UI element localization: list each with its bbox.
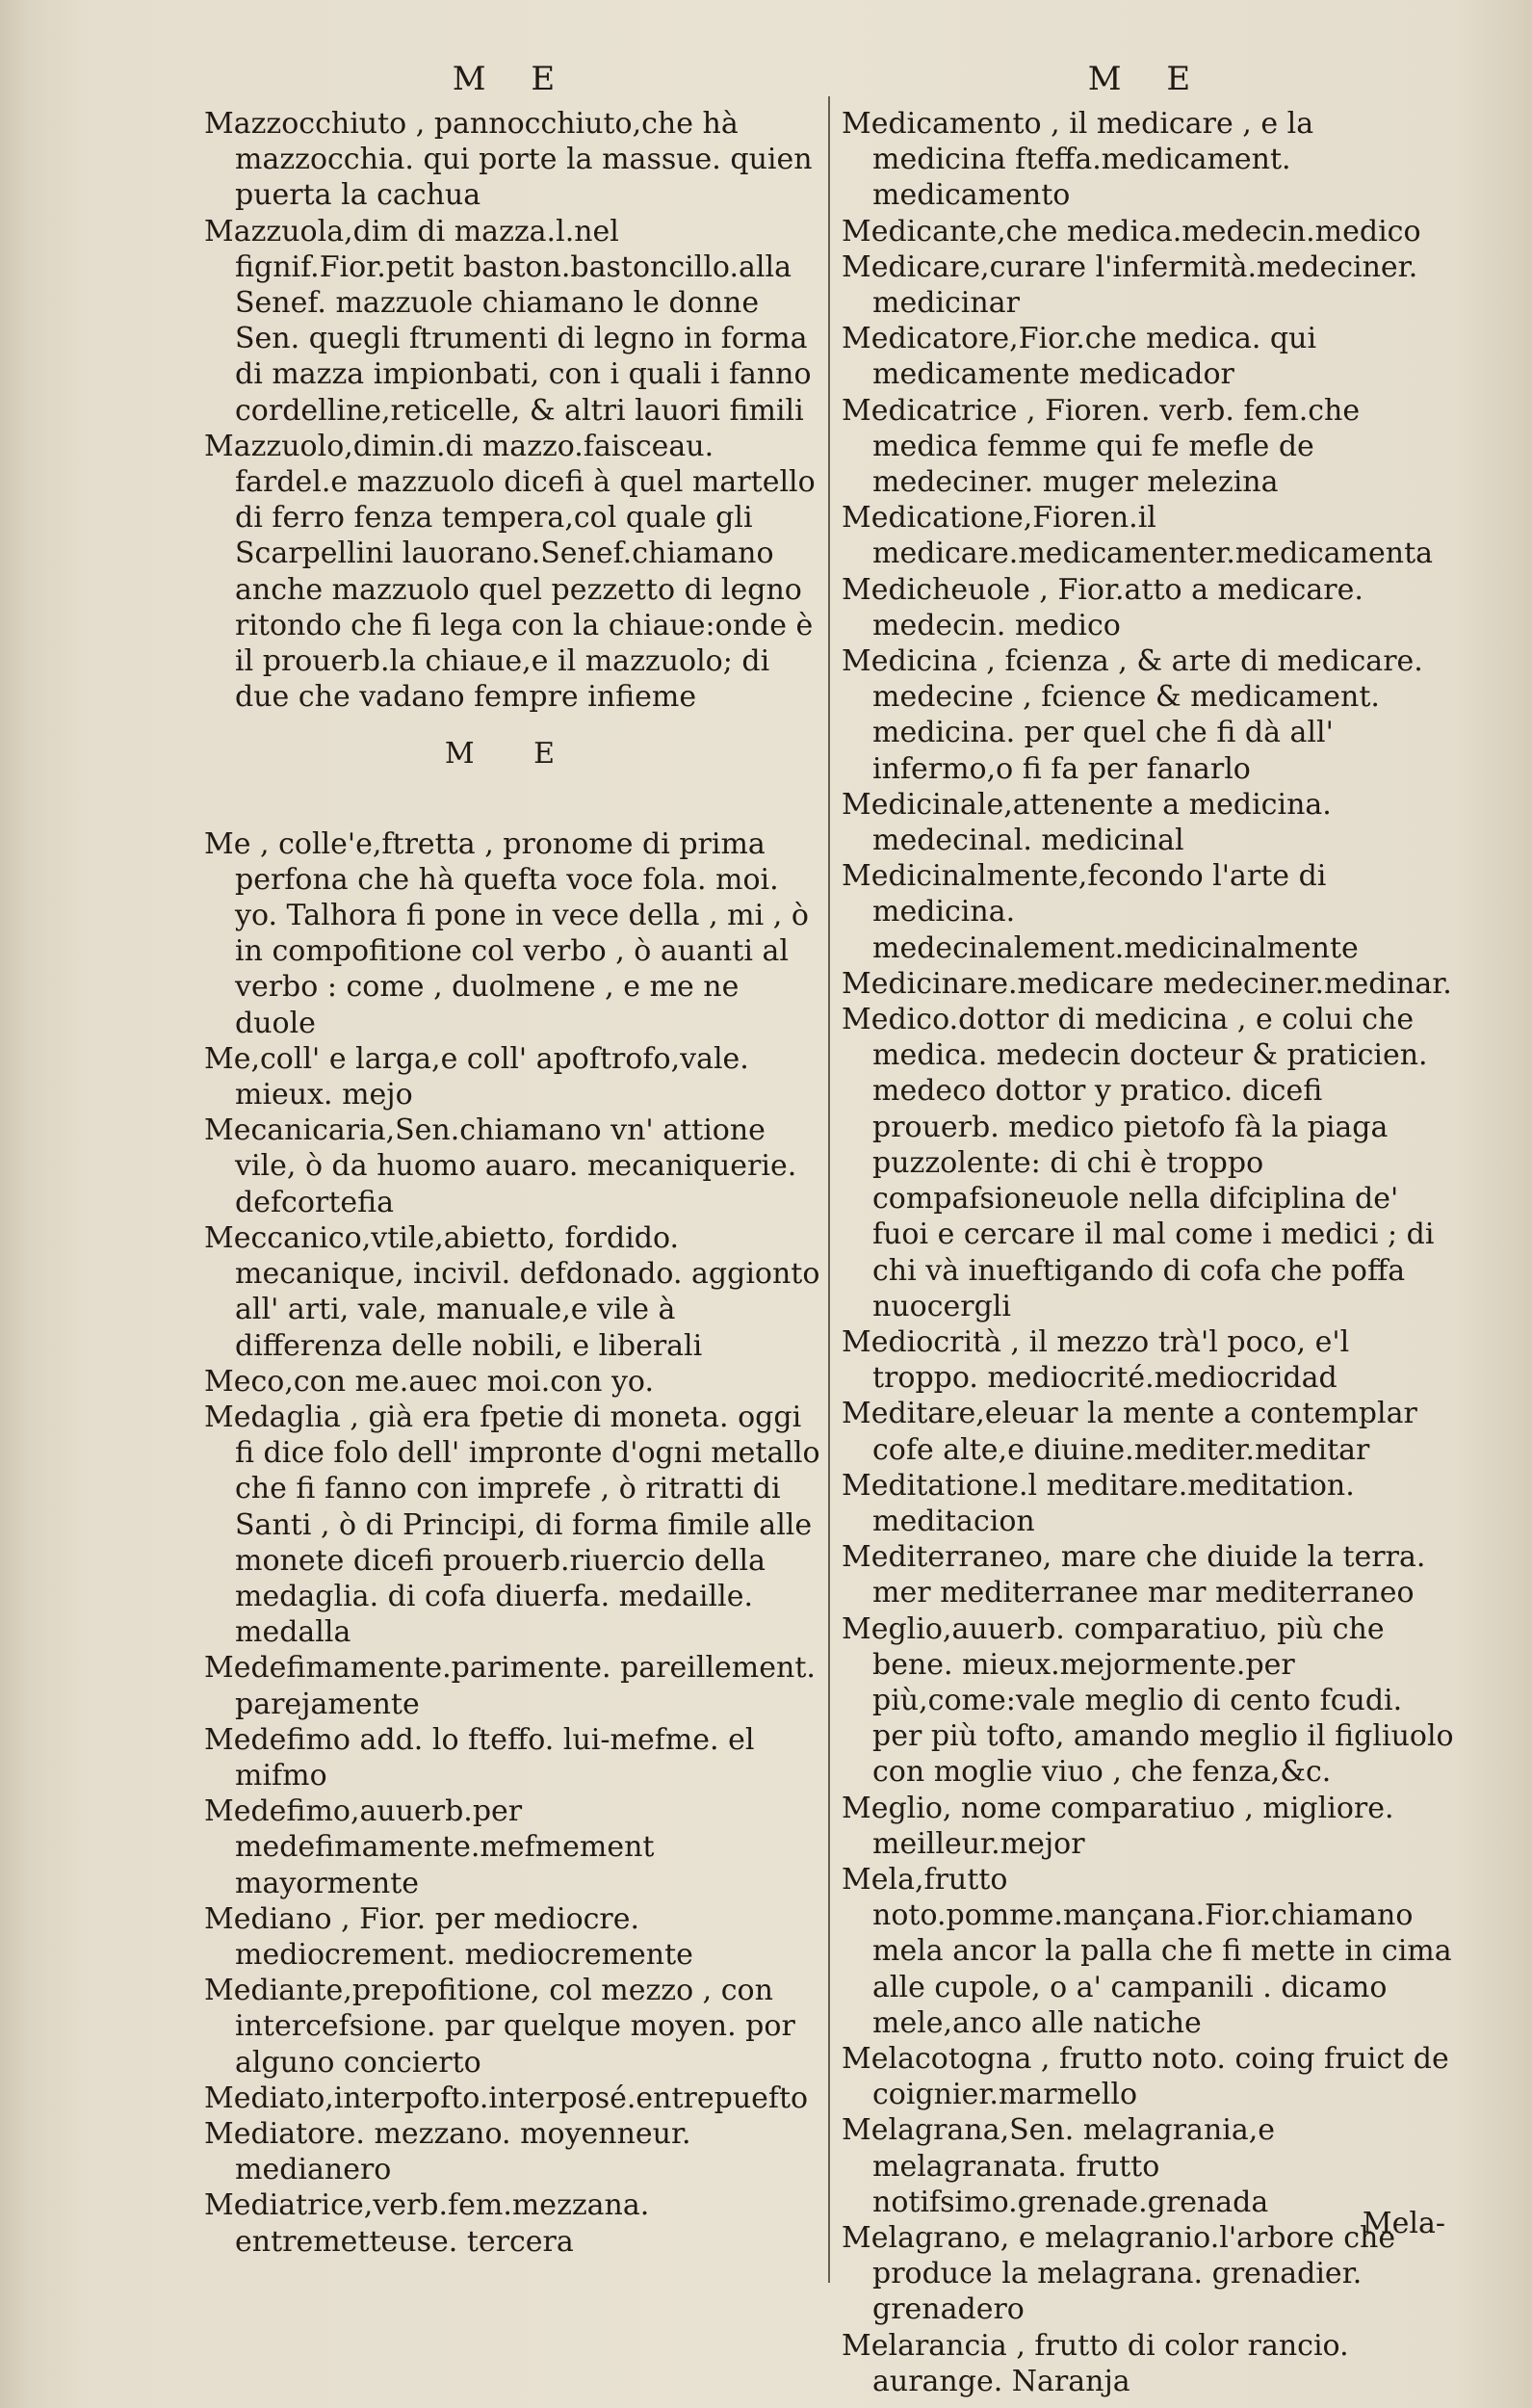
dictionary-entry: Mela,frutto noto.pomme.mançana.Fior.chiamano mela ancor la palla che fi mette in cima alle cupole, o a' campanili . dicamo mele,anco alle natiche [842,1862,1452,2040]
dictionary-entry: Meco,con me.auec moi.con yo. [204,1364,655,1399]
dictionary-entry: Mediante,prepofitione, col mezzo , con intercefsione. par quelque moyen. por alguno concierto [204,1974,795,2080]
dictionary-entry: Melagrana,Sen. melagrania,e melagranata. frutto notifsimo.grenade.grenada [842,2113,1276,2219]
dictionary-entry: Medicare,curare l'infermità.medeciner. medicinar [842,249,1418,321]
dictionary-entry: Medicatore,Fior.che medica. qui medicamente medicador [842,322,1317,392]
dictionary-entry: Mazzocchiuto , pannocchiuto,che hà mazzocchia. qui porte la massue. quien puerta la cachua [204,107,813,213]
right-running-head: M E [1087,60,1208,98]
dictionary-entry: Meglio, nome comparatiuo , migliore. meilleur.mejor [842,1791,1394,1861]
dictionary-entry: Meditatione.l meditare.meditation. meditacion [842,1468,1355,1538]
dictionary-entry: Mediano , Fior. per mediocre. mediocrement. mediocremente [204,1901,693,1972]
dictionary-entry: Mazzuolo,dimin.di mazzo.faisceau. fardel.e mazzuolo dicefi à quel martello di ferro fenza tempera,col quale gli Scarpellini lauorano.Senef.chiamano anche mazzuolo quel pezzetto di legno ritondo che fi lega con la chiaue:onde è il prouerb.la chiaue,e il mazzuolo; di due che vadano fempre infieme [204,429,816,715]
dictionary-entry: Medicinale,attenente a medicina. medecinal. medicinal [842,787,1332,858]
dictionary-entry: Medicinare.medicare medeciner.medinar. [842,966,1452,1001]
catchword: Mela- [1362,2207,1445,2240]
dictionary-entry: Medefimamente.parimente. pareillement. parejamente [204,1651,816,1721]
dictionary-entry: Mecanicaria,Sen.chiamano vn' attione vile, ò da huomo auaro. mecaniquerie. defcortefia [204,1113,797,1219]
dictionary-entry: Medicina , fcienza , & arte di medicare. medecine , fcience & medicament. medicina. per quel che fi dà all' infermo,o fi fa per fanarlo [842,644,1423,786]
dictionary-entry: Medicatione,Fioren.il medicare.medicamenter.medicamenta [842,501,1434,571]
dictionary-entry: Medefimo add. lo fteffo. lui-mefme. el mifmo [204,1722,755,1793]
dictionary-entry: Melagrano, e melagranio.l'arbore che produce la melagrana. grenadier. grenadero [842,2220,1396,2327]
dictionary-entry: Medefimo,auuerb.per medefimamente.mefmement mayormente [204,1794,655,1900]
dictionary-entry: Medicamento , il medicare , e la medicina fteffa.medicament. medicamento [842,107,1314,213]
dictionary-entry: Medaglia , già era fpetie di moneta. oggi fi dice folo dell' impronte d'ogni metallo che fi fanno con imprefe , ò ritratti di Santi , ò di Principi, di forma fimile alle monete dicefi prouerb.riuercio della medaglia. di cofa diuerfa. medaille. medalla [204,1400,820,1650]
dictionary-entry: Mediatrice,verb.fem.mezzana. entremetteuse. tercera [204,2188,650,2259]
dictionary-entry: Meccanico,vtile,abietto, fordido. mecanique, incivil. defdonado. aggionto all' arti, vale, manuale,e vile à differenza delle nobili, e liberali [204,1220,820,1363]
dictionary-entry: Medicante,che medica.medecin.medico [842,214,1421,249]
dictionary-entry: Melarancia , frutto di color rancio. aurange. Naranja [842,2328,1349,2398]
dictionary-entry: Meglio,auuerb. comparatiuo, più che bene. mieux.mejormente.per più,come:vale meglio di cento fcudi. per più tofto, amando meglio il figliuolo con moglie viuo , che fenza,&c. [842,1611,1454,1790]
section-heading: M E [444,737,581,772]
dictionary-entry: Medicheuole , Fior.atto a medicare. medecin. medico [842,572,1363,642]
dictionary-entry: Meditare,eleuar la mente a contemplar cofe alte,e diuine.mediter.meditar [842,1397,1417,1467]
left-running-head: M E [452,60,573,98]
dictionary-entry: Medicinalmente,fecondo l'arte di medicina. medecinalement.medicinalmente [842,859,1359,965]
dictionary-entry: Mediterraneo, mare che diuide la terra. mer mediterranee mar mediterraneo [842,1540,1426,1610]
column-divider-rule [828,96,830,2283]
right-column [842,58,1454,2399]
dictionary-entry: Mediocrità , il mezzo trà'l poco, e'l troppo. mediocrité.mediocridad [842,1324,1350,1396]
dictionary-entry: Medicatrice , Fioren. verb. fem.che medica femme qui fe mefle de medeciner. muger melezina [842,393,1361,500]
dictionary-entry: Me , colle'e,ftretta , pronome di prima perfona che hà quefta voce fola. moi. yo. Talhora fi pone in vece della , mi , ò in compofitione col verbo , ò auanti al verbo : come , duolmene , e me ne duole [204,826,809,1040]
dictionary-entry: Medico.dottor di medicina , e colui che medica. medecin docteur & praticien. medeco dottor y pratico. dicefi prouerb. medico pietofo fà la piaga puzzolente: di chi è troppo compafsioneuole nella difciplina de' fuoi e cercare il mal come i medici ; di chi và inueftigando di cofa che poffa nuocergli [842,1003,1435,1323]
dictionary-entry: Melacotogna , frutto noto. coing fruict de coignier.marmello [842,2041,1449,2112]
dictionary-entry: Mediatore. mezzano. moyenneur. medianero [204,2116,691,2187]
left-column [204,58,820,2260]
dictionary-entry: Mazzuola,dim di mazza.l.nel fignif.Fior.petit baston.bastoncillo.alla Senef. mazzuole chiamano le donne Sen. quegli ftrumenti di legno in forma di mazza impionbati, con i quali i fanno cordelline,reticelle, & altri lauori fimili [204,214,812,428]
dictionary-entry: Mediato,interpofto.interposé.entrepuefto [204,2081,809,2115]
dictionary-entry: Me,coll' e larga,e coll' apoftrofo,vale. mieux. mejo [204,1041,749,1112]
